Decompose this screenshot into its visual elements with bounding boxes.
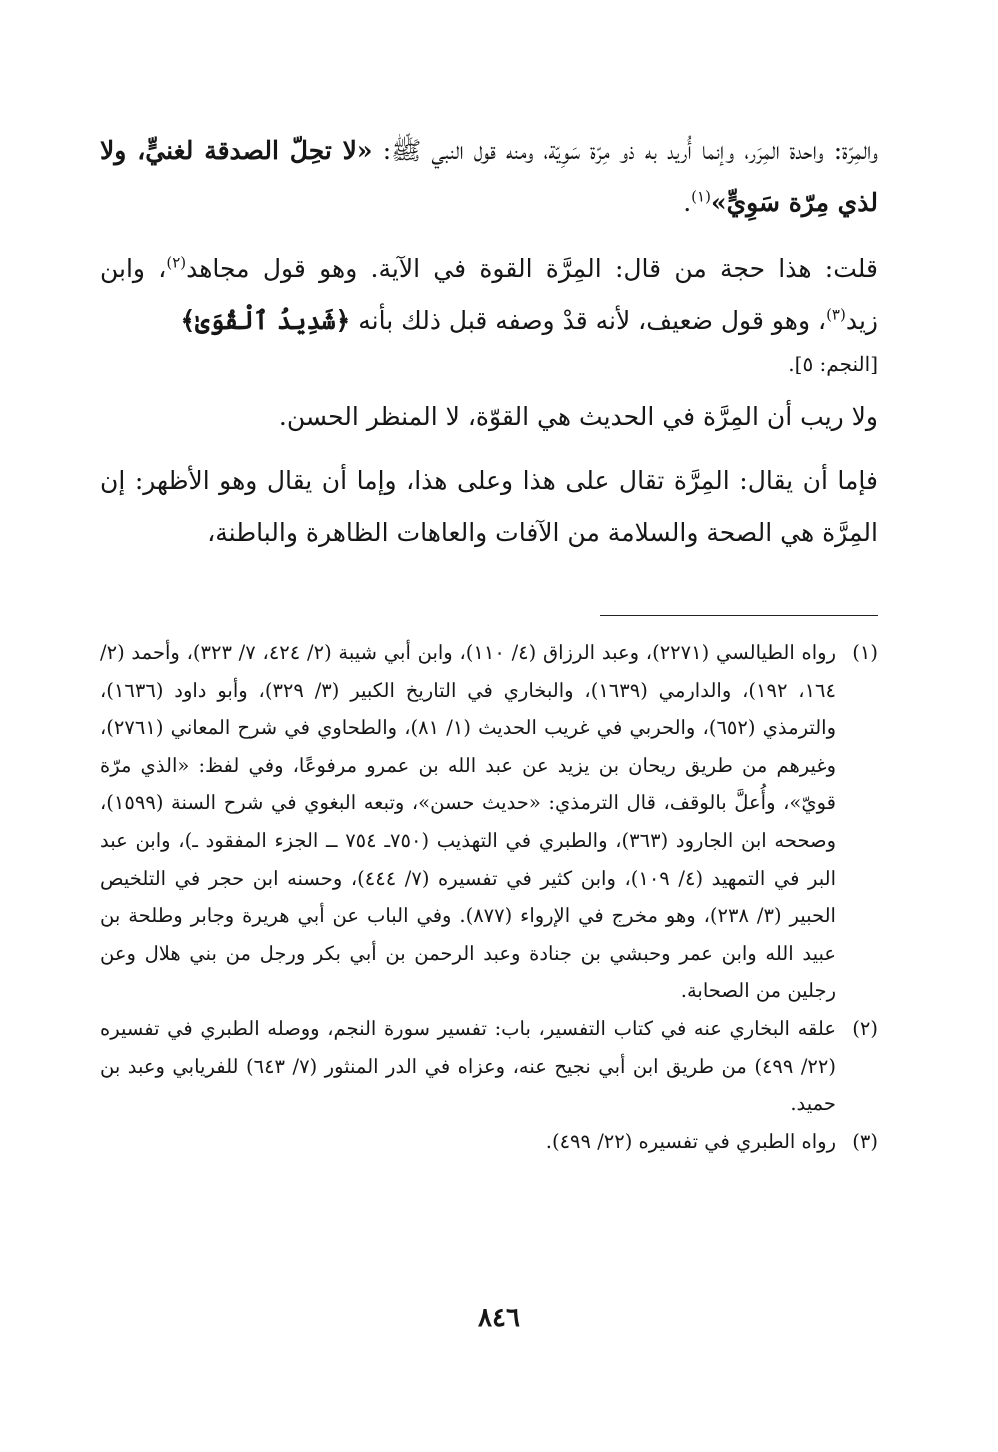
paragraph-1-text: والمِرّة: واحدة المِرَر، وإنما أُريد به ذو مِرّة سَوِيّة، ومنه قول النبي ﷺ: [382,136,878,165]
paragraph-3 [100,391,878,443]
hadith-quote: «لا تحِلّ الصدقة لغنيٍّ، ولا لذي مِرّة سَوِيٍّ» [100,136,878,217]
footnote-number: (٢) [852,1016,878,1040]
paragraph-4 [100,455,878,559]
paragraph-4-text: فإما أن يقال: المِرَّة تقال على هذا وعلى هذا، وإما أن يقال وهو الأظهر: إن المِرَّة هي الصحة والسلامة من الآفات والعاهات الظاهرة والباطنة، [100,466,878,547]
footnote-3 [100,1123,878,1161]
footnote-2 [100,1010,878,1123]
page-number: ٨٤٦ [478,1303,520,1333]
paragraph-3-text: ولا ريب أن المِرَّة في الحديث هي القوّة، لا المنظر الحسن. [278,402,878,431]
footnote-ref-1[interactable]: (١) [691,187,711,206]
footnote-divider [600,615,878,616]
footnote-text: رواه الطبري في تفسيره (٢٢/ ٤٩٩). [545,1129,836,1153]
footnote-ref-2[interactable]: (٢) [166,253,187,272]
footnote-text: رواه الطيالسي (٢٢٧١)، وعبد الرزاق (٤/ ١١٠)، وابن أبي شيبة (٢/ ٤٢٤، ٧/ ٣٢٣)، وأحمد (٢/ ١٦٤، ١٩٢)، والدارمي (١٦٣٩)، والبخاري في التاريخ الكبير (٣/ ٣٢٩)، وأبو داود (١٦٣٦)، والترمذي (٦٥٢)، والحربي في غريب الحديث (١/ ٨١)، والطحاوي في شرح المعاني (٢٧٦١)، وغيرهم من طريق ريحان بن يزيد عن عبد الله بن عمرو مرفوعًا، وفي لفظ: «الذي مرّة قويّ»، وأُعلَّ بالوقف، قال الترمذي: «حديث حسن»، وتبعه البغوي في شرح السنة (١٥٩٩)، وصححه ابن الجارود (٣٦٣)، والطبري في التهذيب (٧٥٠ـ ٧٥٤ ــ الجزء المفقود ـ)، وابن عبد البر في التمهيد (٤/ ١٠٩)، وابن كثير في تفسيره (٧/ ٤٤٤)، وحسنه ابن حجر في التلخيص الحبير (٣/ ٢٣٨)، وهو مخرج في الإرواء (٨٧٧). وفي الباب عن أبي هريرة وجابر وطلحة بن عبيد الله وابن عمر وحبشي بن جنادة وعبد الرحمن بن أبي بكر ورجل من بني هلال وعن رجلين من الصحابة. [100,641,837,1003]
paragraph-2-text-b: ، وابن زيد [100,254,878,335]
footnote-text: علقه البخاري عنه في كتاب التفسير، باب: تفسير سورة النجم، ووصله الطبري في تفسيره (٢٢/ ٤٩٩) من طريق ابن أبي نجيح عنه، وعزاه في الدر المنثور (٧/ ٦٤٣) للفريابي وعبد بن حميد. [100,1016,836,1116]
footnote-ref-3[interactable]: (٣) [826,305,846,324]
main-text [100,125,878,559]
paragraph-2-text-a: قلت: هذا حجة من قال: المِرَّة القوة في الآية. وهو قول مجاهد [186,254,878,283]
paragraph-1 [100,125,878,229]
paragraph-2 [100,243,878,381]
footnote-number: (٣) [852,1129,878,1153]
footnote-number: (١) [852,641,878,664]
footnotes [100,634,878,1160]
paragraph-1-end: . [683,188,692,217]
footnote-1 [100,634,878,1010]
surah-citation: [النجم: ٥]. [788,352,878,376]
paragraph-2-text-c: ، وهو قول ضعيف، لأنه قدْ وصفه قبل ذلك بأنه [358,306,827,335]
quran-quote: ﴿شَدِيدُ ٱلْقُوَىٰ﴾ [180,306,351,335]
